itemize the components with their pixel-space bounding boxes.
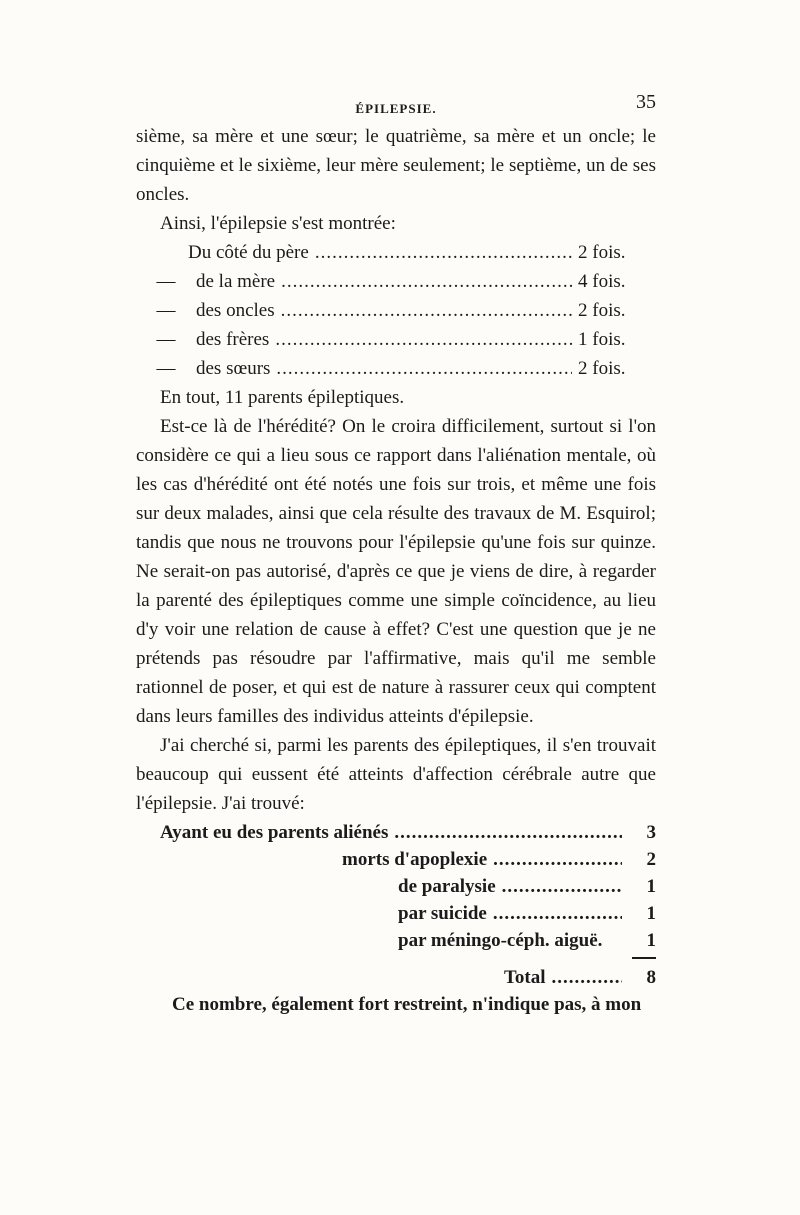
total-label: Total	[504, 967, 546, 988]
total-row	[136, 963, 656, 990]
row-label: des oncles	[196, 300, 275, 321]
paragraph-search: J'ai cherché si, parmi les parents des épileptiques, il s'en trouvait beaucoup qui eussent été atteints d'affection cérébrale autre que l'épilepsie. J'ai trouvé:	[136, 735, 656, 814]
row-label: de paralysie	[398, 876, 496, 897]
row-value: 3	[646, 822, 656, 843]
running-title: ÉPILEPSIE.	[355, 101, 437, 116]
dot-leader	[281, 267, 572, 296]
book-page	[136, 88, 656, 1019]
table-row	[136, 872, 656, 899]
dot-leader	[281, 296, 572, 325]
row-value: 2 fois.	[578, 242, 626, 263]
dot-leader	[552, 963, 622, 992]
paragraph-heredity: Est-ce là de l'hérédité? On le croira difficilement, surtout si l'on considère ce qui a lieu sous ce rapport dans l'aliénation mentale, où les cas d'hérédité ont été notés une fois sur trois, et même une fois sur deux malades, ainsi que cela résulte des travaux de M. Esquirol; tandis que nous ne trouvons pour l'épilepsie qu'une fois sur quinze. Ne serait-on pas autorisé, d'après ce que je viens de dire, à regarder la parenté des épileptiques comme une simple coïncidence, au lieu d'y voir une relation de cause à effet? C'est une question que je ne prétends pas résoudre par l'affirmative, mais qu'il me semble rationnel de poser, et qui est de nature à rassurer ceux qui comptent dans leurs familles des individus atteints d'épilepsie.	[136, 416, 656, 727]
table-row	[136, 238, 656, 267]
dot-leader	[275, 325, 572, 354]
row-label: des frères	[196, 329, 270, 350]
table-row	[136, 845, 656, 872]
dot-leader	[276, 354, 572, 383]
row-value: 1	[646, 903, 656, 924]
row-value: 2 fois.	[578, 358, 626, 379]
row-label: par méningo-céph. aiguë.	[398, 930, 603, 951]
row-label: des sœurs	[196, 358, 271, 379]
row-label: morts d'apoplexie	[342, 849, 488, 870]
paragraph-continuation: sième, sa mère et une sœur; le quatrième, sa mère et un oncle; le cinquième et le sixième, leur mère seulement; le septième, un de ses oncles.	[136, 126, 656, 205]
table-row	[136, 267, 656, 296]
row-value: 2 fois.	[578, 300, 626, 321]
paragraph-final: Ce nombre, également fort restreint, n'indique pas, à mon	[172, 994, 642, 1015]
row-label: Du côté du père	[188, 242, 309, 263]
page-number: 35	[636, 91, 656, 113]
dot-leader	[394, 818, 622, 847]
table-row	[136, 899, 656, 926]
row-value: 4 fois.	[578, 271, 626, 292]
table-row	[136, 325, 656, 354]
row-prefix: —	[156, 300, 176, 321]
row-value: 1	[646, 876, 656, 897]
page-header	[136, 88, 656, 122]
dot-leader	[502, 872, 622, 901]
table-row	[136, 296, 656, 325]
dot-leader	[493, 899, 622, 928]
row-prefix: —	[156, 329, 176, 350]
dot-leader	[493, 845, 622, 874]
row-prefix: —	[156, 358, 176, 379]
summary-line: En tout, 11 parents épileptiques.	[160, 387, 405, 408]
paragraph-intro: Ainsi, l'épilepsie s'est montrée:	[160, 213, 396, 234]
row-value: 2	[646, 849, 656, 870]
row-value: 1	[646, 930, 656, 951]
row-label: par suicide	[398, 903, 487, 924]
dot-leader	[315, 238, 572, 267]
row-prefix: —	[156, 271, 176, 292]
row-value: 1 fois.	[578, 329, 626, 350]
row-label: de la mère	[196, 271, 276, 292]
total-rule	[136, 953, 656, 963]
table-row	[136, 354, 656, 383]
table-row	[136, 926, 656, 953]
row-label: Ayant eu des parents aliénés	[160, 822, 389, 843]
affection-table	[136, 818, 656, 990]
table-row	[136, 818, 656, 845]
total-value: 8	[646, 967, 656, 988]
heredity-table	[136, 238, 656, 383]
